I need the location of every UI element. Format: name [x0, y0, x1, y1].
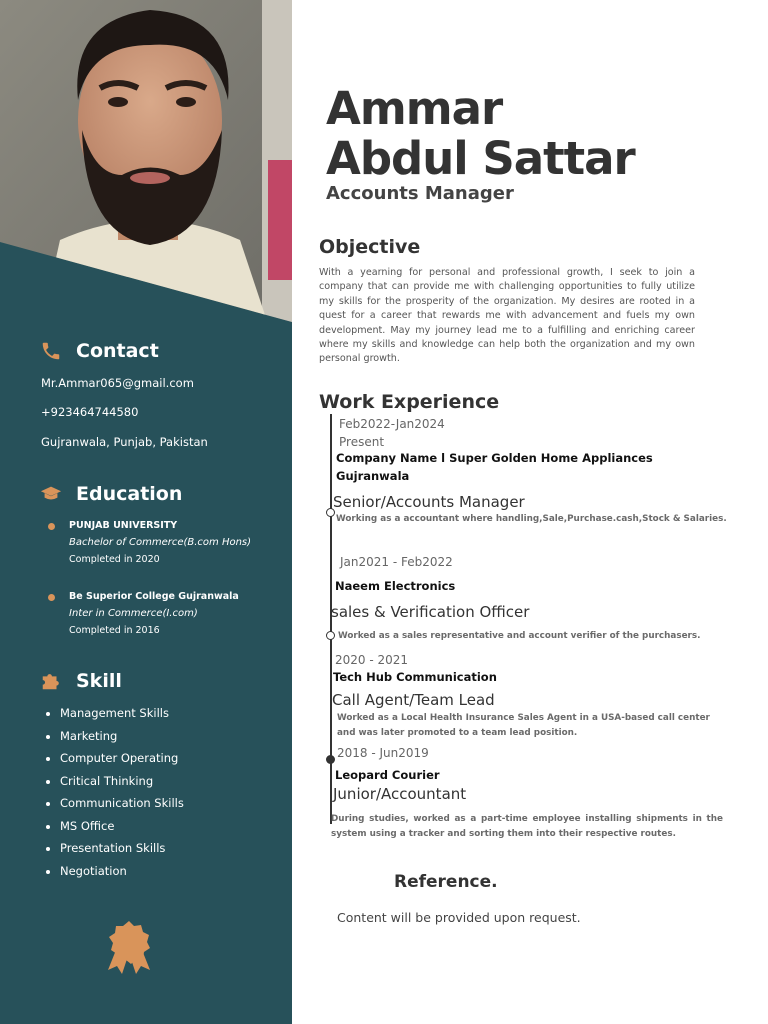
timeline-dot [326, 631, 335, 640]
job-role: sales & Verification Officer [331, 603, 530, 621]
reference-text: Content will be provided upon request. [337, 910, 581, 925]
contact-phone[interactable]: +923464744580 [41, 405, 139, 419]
education-year: Completed in 2020 [69, 554, 160, 565]
contact-heading [40, 340, 159, 362]
skill-item: Computer Operating [46, 751, 184, 774]
skill-item: Negotiation [46, 864, 184, 887]
job-company: Tech Hub Communication [333, 670, 497, 684]
skill-item: Critical Thinking [46, 774, 184, 797]
award-ribbon-icon [104, 920, 154, 974]
skill-item: MS Office [46, 819, 184, 842]
job-date: Jan2021 - Feb2022 [340, 555, 453, 569]
contact-location: Gujranwala, Punjab, Pakistan [41, 435, 208, 449]
education-heading [40, 483, 182, 505]
job-role: Junior/Accountant [333, 785, 467, 803]
job-date-status: Present [339, 435, 385, 449]
job-description: Worked as a sales representative and account verifier of the purchasers. [338, 631, 701, 641]
skill-item: Marketing [46, 729, 184, 752]
skill-item: Management Skills [46, 706, 184, 729]
skill-item: Communication Skills [46, 796, 184, 819]
job-role: Call Agent/Team Lead [332, 691, 495, 709]
job-company: Company Name l Super Golden Home Appliances [336, 451, 653, 465]
job-company: Naeem Electronics [335, 579, 456, 593]
bullet-dot [48, 523, 55, 530]
experience-title: Work Experience [319, 391, 500, 413]
skill-heading [40, 670, 122, 692]
job-description: Worked as a Local Health Insurance Sales Agent in a USA-based call center and was later promoted to a team lead position. [337, 713, 710, 738]
skill-list [46, 706, 184, 886]
job-company: Leopard Courier [335, 768, 440, 782]
objective-title: Objective [319, 236, 421, 258]
education-item [48, 588, 278, 639]
education-item [48, 517, 278, 568]
skill-item: Presentation Skills [46, 841, 184, 864]
phone-icon [40, 340, 62, 362]
contact-title: Contact [76, 340, 159, 362]
education-school: Be Superior College Gujranwala [69, 591, 239, 602]
job-date: 2020 - 2021 [335, 653, 409, 667]
puzzle-icon [40, 670, 62, 692]
job-description: During studies, worked as a part-time employee installing shipments in the system using a tracker and sorting them into their respective routes. [331, 814, 723, 839]
job-title: Accounts Manager [326, 183, 514, 204]
job-role: Senior/Accounts Manager [333, 493, 525, 511]
graduation-cap-icon [40, 483, 62, 505]
job-description: Working as a accountant where handling,Sale,Purchase.cash,Stock & Salaries. [336, 514, 727, 524]
skill-title: Skill [76, 670, 122, 692]
job-date: Feb2022-Jan2024 [339, 417, 445, 431]
bullet-dot [48, 594, 55, 601]
education-degree: Bachelor of Commerce(B.com Hons) [69, 537, 252, 548]
name-line-1: Ammar [326, 82, 503, 135]
objective-text: With a yearning for personal and professional growth, I seek to join a company that can provide me with challenging opportunities to fully utilize my skills for the prosperity of the organization. My desires are rooted in a quest for a career that rewards me with advancement and fuels my own development. May my journey lead me to a fulfilling and enriching career where my skills and knowledge can help both the organization and my own personal growth. [319, 267, 695, 365]
education-school: PUNJAB UNIVERSITY [69, 520, 178, 531]
contact-email[interactable]: Mr.Ammar065@gmail.com [41, 376, 194, 390]
education-title: Education [76, 483, 183, 505]
education-year: Completed in 2016 [69, 625, 160, 636]
job-date: 2018 - Jun2019 [337, 746, 429, 760]
timeline-dot [326, 755, 335, 764]
candidate-name [326, 84, 635, 184]
name-line-2: Abdul Sattar [326, 132, 635, 185]
job-company-city: Gujranwala [336, 469, 410, 483]
education-degree: Inter in Commerce(I.com) [69, 608, 198, 619]
reference-title: Reference. [394, 872, 498, 892]
